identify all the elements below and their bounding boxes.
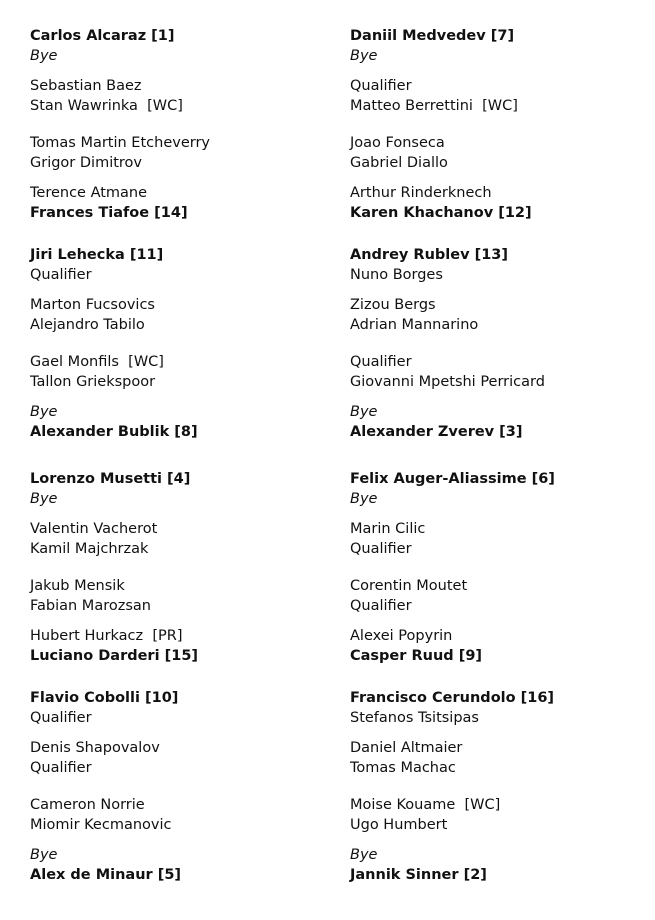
player-name: Valentin Vacherot (30, 521, 158, 537)
seeded-player-name: Frances Tiafoe [14] (30, 205, 188, 221)
player-name: Qualifier (350, 541, 412, 557)
player-name: Denis Shapovalov (30, 740, 160, 756)
player-name: Alejandro Tabilo (30, 317, 145, 333)
player-name: Miomir Kecmanovic (30, 817, 172, 833)
player-name: Stefanos Tsitsipas (350, 710, 479, 726)
seeded-player-name: Alex de Minaur [5] (30, 867, 182, 883)
player-name: Grigor Dimitrov (30, 155, 142, 171)
player-name: Joao Fonseca (350, 135, 445, 151)
player-name: Qualifier (350, 598, 412, 614)
player-name: Kamil Majchrzak (30, 541, 149, 557)
seeded-player-name: Jannik Sinner [2] (350, 867, 487, 883)
bye-entry: Bye (30, 491, 58, 507)
seeded-player-name: Daniil Medvedev [7] (350, 28, 515, 44)
seeded-player-name: Carlos Alcaraz [1] (30, 28, 175, 44)
player-name: Ugo Humbert (350, 817, 448, 833)
player-name: Qualifier (350, 354, 412, 370)
bye-entry: Bye (350, 491, 378, 507)
player-name: Matteo Berrettini [WC] (350, 98, 518, 114)
player-name: Qualifier (30, 267, 92, 283)
player-name: Corentin Moutet (350, 578, 468, 594)
seeded-player-name: Alexander Zverev [3] (350, 424, 523, 440)
player-name: Qualifier (30, 760, 92, 776)
player-name: Fabian Marozsan (30, 598, 151, 614)
player-name: Gael Monfils [WC] (30, 354, 164, 370)
seeded-player-name: Andrey Rublev [13] (350, 247, 509, 263)
bye-entry: Bye (350, 404, 378, 420)
seeded-player-name: Felix Auger-Aliassime [6] (350, 471, 555, 487)
player-name: Cameron Norrie (30, 797, 145, 813)
player-name: Sebastian Baez (30, 78, 142, 94)
bye-entry: Bye (30, 847, 58, 863)
player-name: Terence Atmane (30, 185, 148, 201)
player-name: Zizou Bergs (350, 297, 436, 313)
player-name: Jakub Mensik (30, 578, 125, 594)
seeded-player-name: Jiri Lehecka [11] (30, 247, 164, 263)
player-name: Giovanni Mpetshi Perricard (350, 374, 545, 390)
player-name: Tallon Griekspoor (30, 374, 156, 390)
player-name: Stan Wawrinka [WC] (30, 98, 183, 114)
player-name: Hubert Hurkacz [PR] (30, 628, 183, 644)
player-name: Tomas Martin Etcheverry (30, 135, 210, 151)
bye-entry: Bye (30, 404, 58, 420)
seeded-player-name: Lorenzo Musetti [4] (30, 471, 191, 487)
seeded-player-name: Francisco Cerundolo [16] (350, 690, 555, 706)
player-name: Qualifier (30, 710, 92, 726)
player-name: Moise Kouame [WC] (350, 797, 501, 813)
seeded-player-name: Luciano Darderi [15] (30, 648, 199, 664)
player-name: Qualifier (350, 78, 412, 94)
seeded-player-name: Karen Khachanov [12] (350, 205, 532, 221)
player-name: Nuno Borges (350, 267, 443, 283)
player-name: Gabriel Diallo (350, 155, 448, 171)
player-name: Marton Fucsovics (30, 297, 155, 313)
bye-entry: Bye (30, 48, 58, 64)
player-name: Daniel Altmaier (350, 740, 463, 756)
player-name: Tomas Machac (350, 760, 456, 776)
player-name: Alexei Popyrin (350, 628, 453, 644)
bye-entry: Bye (350, 847, 378, 863)
seeded-player-name: Casper Ruud [9] (350, 648, 483, 664)
player-name: Adrian Mannarino (350, 317, 479, 333)
seeded-player-name: Alexander Bublik [8] (30, 424, 198, 440)
player-name: Marin Cilic (350, 521, 426, 537)
bye-entry: Bye (350, 48, 378, 64)
player-name: Arthur Rinderknech (350, 185, 492, 201)
seeded-player-name: Flavio Cobolli [10] (30, 690, 179, 706)
